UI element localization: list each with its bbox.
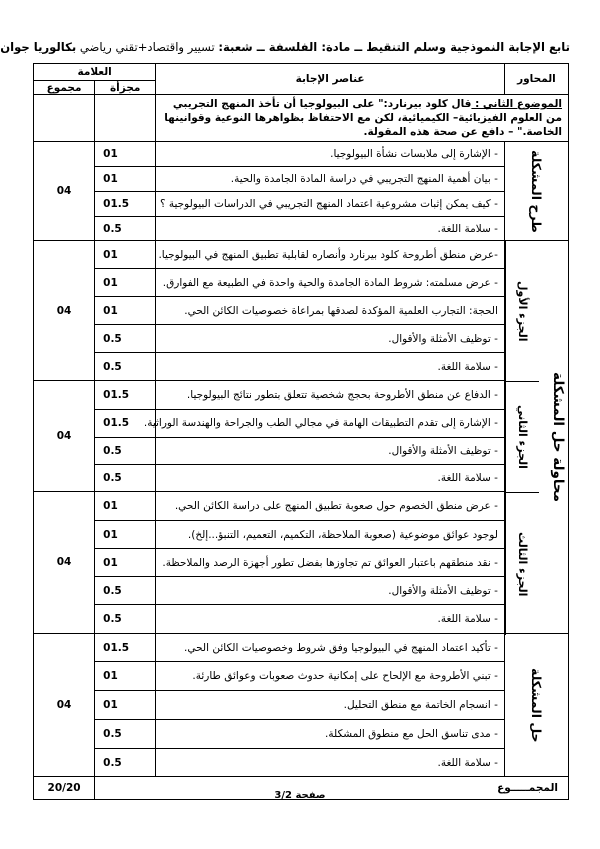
element-row: الحجة: التجارب العلمية المؤكدة لصدقها بمراعاة خصوصيات الكائن الحي. — [156, 297, 505, 325]
section-total: 04 — [34, 634, 95, 777]
grand-total-value: 20/20 — [34, 777, 95, 800]
element-row: - نقد منطقهم باعتبار العوائق تم تجاوزها بفضل تطور أجهزة الرصد والملاحظة. — [156, 549, 505, 577]
header-axes: المحاور — [504, 64, 568, 95]
sub-axis-stack — [505, 241, 539, 633]
subject-label: الموضوع الثاني : — [471, 98, 562, 110]
points-cell: 01 — [95, 521, 156, 549]
element-row: - توظيف الأمثلة والأقوال. — [156, 325, 505, 353]
element-row: - سلامة اللغة. — [156, 464, 505, 491]
title-streams: تسيير واقتصاد+تقني رياضي — [76, 40, 219, 54]
axis-attempt-solution — [504, 241, 568, 634]
points-cell: 0.5 — [95, 720, 156, 749]
element-row: - عرض مسلمته: شروط المادة الجامدة والحية واحدة في الطبيعة مع الفوارق. — [156, 269, 505, 297]
header-grade: العلامة — [34, 64, 156, 81]
axis-label: طرح المشكلة — [528, 149, 544, 233]
axis-problem-solution — [504, 634, 568, 777]
element-row: - سلامة اللغة. — [156, 353, 505, 381]
element-row: - مدى تناسق الحل مع منطوق المشكلة. — [156, 720, 505, 749]
element-row: - تبني الأطروحة مع الإلحاح على إمكانية حدوث صعوبات وعوائق طارئة. — [156, 662, 505, 691]
axis-part-two — [505, 382, 539, 493]
grand-total-label: المجمـــــوع — [95, 777, 569, 800]
points-cell: 01 — [95, 549, 156, 577]
element-row: -عرض منطق أطروحة كلود بيرنارد وأنصاره لقابلية تطبيق المنهج في البيولوجيا. — [156, 241, 505, 269]
points-cell: 01 — [95, 691, 156, 720]
element-row: - الإشارة إلى تقدم التطبيقات الهامة في مجالي الطب والجراحة والهندسة الوراثية. — [156, 409, 505, 437]
section-total: 04 — [34, 381, 95, 492]
section-total: 04 — [34, 241, 95, 381]
points-cell: 01 — [95, 491, 156, 521]
axis-part-three — [505, 493, 539, 635]
points-cell: 0.5 — [95, 325, 156, 353]
points-cell: 0.5 — [95, 749, 156, 777]
axis-part-label: الجزء الثالث — [515, 531, 529, 597]
element-row: لوجود عوائق موضوعية (صعوبة الملاحظة، التكميم، التعميم، التنبؤ...إلخ). — [156, 521, 505, 549]
element-row: - تأكيد اعتماد المنهج في البيولوجيا وفق شروط وخصوصيات الكائن الحي. — [156, 634, 505, 662]
points-cell: 01 — [95, 297, 156, 325]
axis-main-label: محاولة حل المشكلة — [550, 371, 566, 503]
element-row: - سلامة اللغة. — [156, 605, 505, 634]
element-row: - كيف يمكن إثبات مشروعية اعتماد المنهج التجريبي في الدراسات البيولوجية ؟ — [156, 192, 505, 217]
points-cell: 01.5 — [95, 634, 156, 662]
points-cell: 0.5 — [95, 577, 156, 605]
element-row: - توظيف الأمثلة والأقوال. — [156, 577, 505, 605]
points-cell: 01 — [95, 662, 156, 691]
section-total: 04 — [34, 142, 95, 241]
subject-total-empty — [34, 95, 95, 142]
points-cell: 01 — [95, 269, 156, 297]
points-cell: 01 — [95, 142, 156, 167]
element-row: - سلامة اللغة. — [156, 217, 505, 241]
title-session: بكالوريا جوان — [0, 40, 77, 54]
page-number: صفحة 3/2 — [274, 790, 326, 801]
page-title — [0, 40, 570, 54]
axis-problem-statement — [504, 142, 568, 241]
subject-partial-empty — [95, 95, 156, 142]
points-cell: 0.5 — [95, 353, 156, 381]
subject-statement — [156, 95, 569, 142]
points-cell: 01.5 — [95, 409, 156, 437]
points-cell: 0.5 — [95, 464, 156, 491]
header-partial: مجزأة — [95, 81, 156, 95]
axis-part-label: الجزء الثاني — [515, 405, 529, 469]
points-cell: 0.5 — [95, 437, 156, 464]
element-row: - بيان أهمية المنهج التجريبي في دراسة المادة الجامدة والحية. — [156, 167, 505, 192]
element-row: - انسجام الخاتمة مع منطق التحليل. — [156, 691, 505, 720]
points-cell: 01.5 — [95, 381, 156, 410]
element-row: - سلامة اللغة. — [156, 749, 505, 777]
points-cell: 0.5 — [95, 605, 156, 634]
points-cell: 0.5 — [95, 217, 156, 241]
axis-label: حل المشكلة — [528, 667, 544, 743]
element-row: - عرض منطق الخصوم حول صعوبة تطبيق المنهج على دراسة الكائن الحي. — [156, 491, 505, 521]
element-row: - الدفاع عن منطق الأطروحة بحجج شخصية تتعلق بتطور نتائج البيولوجيا. — [156, 381, 505, 410]
points-cell: 01 — [95, 167, 156, 192]
grading-table — [33, 63, 569, 800]
element-row: - الإشارة إلى ملابسات نشأة البيولوجيا. — [156, 142, 505, 167]
points-cell: 01 — [95, 241, 156, 269]
axis-part-label: الجزء الأول — [515, 280, 529, 342]
section-total: 04 — [34, 491, 95, 634]
title-main: تابع الإجابة النموذجية وسلم التنقيط ــ مادة: الفلسفة ــ شعبة: — [218, 40, 570, 54]
header-total: مجموع — [34, 81, 95, 95]
points-cell: 01.5 — [95, 192, 156, 217]
subject-quote: قال كلود بيرنارد:" على البيولوجيا أن تأخذ المنهج التجريبي من العلوم الفيزيائية– الكيميائية، لكن مع الاحتفاظ بظواهرها النوعية وقوانينها الخاصة." – دافع عن صحة هذه المقولة. — [164, 98, 562, 138]
header-elements: عناصر الإجابة — [156, 64, 505, 95]
element-row: - توظيف الأمثلة والأقوال. — [156, 437, 505, 464]
axis-part-one — [505, 241, 539, 382]
